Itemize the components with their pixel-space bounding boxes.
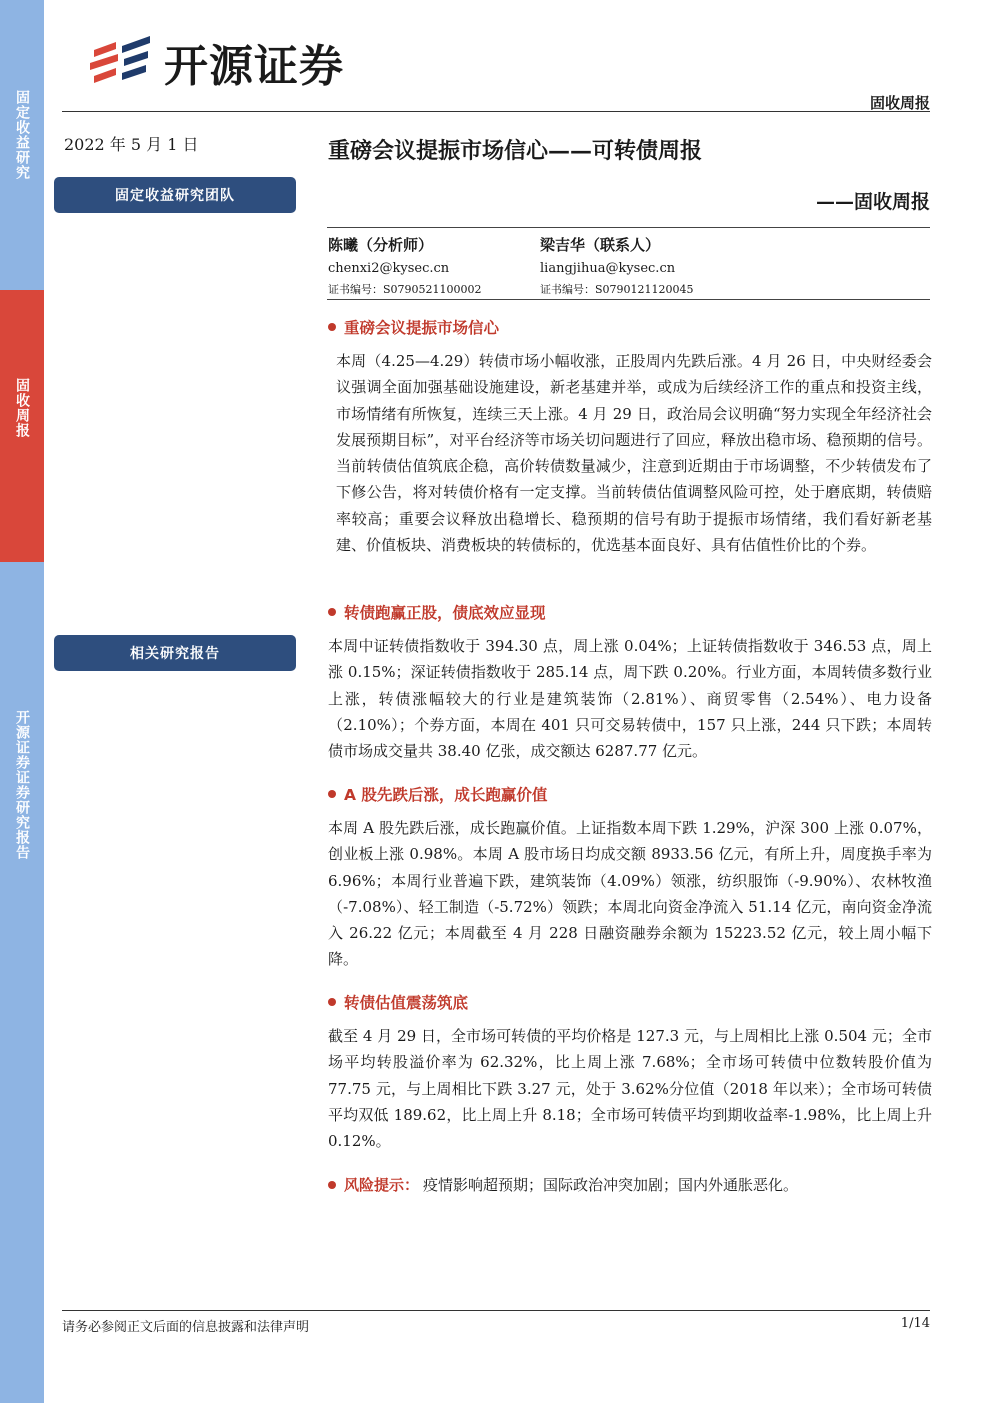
author-divider-top bbox=[327, 227, 930, 228]
footer-divider bbox=[62, 1310, 930, 1311]
author-email[interactable]: chenxi2@kysec.cn bbox=[328, 261, 450, 276]
bullet-icon bbox=[328, 323, 336, 331]
section-heading-text: 重磅会议提振市场信心 bbox=[344, 319, 500, 337]
brand-logo bbox=[86, 30, 344, 94]
author-name: 梁吉华（联系人） bbox=[540, 236, 661, 254]
brand-name: 开源证券 bbox=[164, 41, 344, 92]
section-heading bbox=[328, 316, 932, 338]
report-type-tag: 固收周报 bbox=[869, 94, 930, 112]
section-body: 截至 4 月 29 日，全市场可转债的平均价格是 127.3 元，与上周相比上涨 0.504 元；全市场平均转股溢价率为 62.32%，比上周上涨 7.68%；全市场可转债中位数转股价值为 77.75 元，与上周相比下跌 3.27 元，处于 3.62%分位值（2018 年以来）；全市场可转债平均双低 189.62，比上周上升 8.18；全市场可转债平均到期收益率-1.98%，比上周上升 0.12%。 bbox=[328, 1027, 932, 1151]
side-band-label: 开源证券证券研究报告 bbox=[14, 710, 30, 860]
author-block bbox=[540, 234, 694, 297]
author-name: 陈曦（分析师） bbox=[328, 236, 434, 254]
author-cert: 证书编号：S0790521100002 bbox=[328, 283, 482, 296]
author-divider-bottom bbox=[327, 299, 930, 300]
section-heading bbox=[328, 601, 932, 623]
risk-label: 风险提示： bbox=[344, 1176, 420, 1194]
section-heading bbox=[328, 991, 932, 1013]
report-date: 2022 年 5 月 1 日 bbox=[64, 135, 199, 154]
side-band bbox=[0, 0, 44, 1403]
author-cert: 证书编号：S0790121120045 bbox=[540, 283, 694, 296]
brand-mark-icon bbox=[86, 32, 156, 92]
bullet-icon bbox=[328, 608, 336, 616]
author-email[interactable]: liangjihua@kysec.cn bbox=[540, 261, 676, 276]
bullet-icon bbox=[328, 1181, 336, 1189]
bullet-icon bbox=[328, 998, 336, 1006]
header-divider bbox=[62, 111, 930, 112]
section-body: 本周 A 股先跌后涨，成长跑赢价值。上证指数本周下跌 1.29%，沪深 300 上涨 0.07%，创业板上涨 0.98%。本周 A 股市场日均成交额 8933.56 亿元，有所上升，周度换手率为 6.96%；本周行业普遍下跌，建筑装饰（4.09%）领涨，纺织服饰（-9.90%）、农林牧渔（-7.08%）、轻工制造（-5.72%）领跌；本周北向资金净流入 51.14 亿元，南向资金净流入 26.22 亿元；本周截至 4 月 228 日融资融券余额为 15223.52 亿元，较上周小幅下降。 bbox=[328, 819, 932, 969]
risk-text: 疫情影响超预期；国际政治冲突加剧；国内外通胀恶化。 bbox=[423, 1176, 799, 1194]
report-title: 重磅会议提振市场信心——可转债周报 bbox=[328, 138, 703, 164]
section-body: 本周（4.25—4.29）转债市场小幅收涨，正股周内先跌后涨。4 月 26 日，中央财经委会议强调全面加强基础设施建设，新老基建并举，或成为后续经济工作的重点和投资主线，市场情绪有所恢复，连续三天上涨。4 月 29 日，政治局会议明确“努力实现全年经济社会发展预期目标”，对平台经济等市场关切问题进行了回应，释放出稳市场、稳预期的信号。当前转债估值筑底企稳，高价转债数量减少，注意到近期由于市场调整，不少转债发布了下修公告，将对转债价格有一定支撑。当前转债估值调整风险可控，处于磨底期，转债赔率较高；重要会议释放出稳增长、稳预期的信号有助于提振市场情绪，我们看好新老基建、价值板块、消费板块的转债标的，优选基本面良好、具有估值性价比的个券。 bbox=[336, 352, 932, 555]
risk-warning bbox=[328, 1174, 932, 1195]
side-band-fixed-income bbox=[0, 0, 44, 290]
page-number: 1/14 bbox=[900, 1316, 930, 1331]
side-band-weekly bbox=[0, 290, 44, 562]
side-band-report bbox=[0, 562, 44, 1403]
bullet-icon bbox=[328, 790, 336, 798]
report-subtitle: ——固收周报 bbox=[815, 191, 930, 213]
team-banner: 固定收益研究团队 bbox=[54, 177, 296, 213]
side-band-label: 固收周报 bbox=[14, 378, 30, 438]
section-market-confidence bbox=[328, 316, 932, 558]
section-heading-text: A 股先跌后涨，成长跑赢价值 bbox=[344, 786, 548, 804]
section-heading-text: 转债跑赢正股，债底效应显现 bbox=[344, 604, 546, 622]
footer-disclaimer: 请务必参阅正文后面的信息披露和法律声明 bbox=[62, 1320, 310, 1335]
section-valuation bbox=[328, 991, 932, 1154]
side-band-label: 固定收益研究 bbox=[14, 90, 30, 180]
section-heading-text: 转债估值震荡筑底 bbox=[344, 994, 469, 1012]
section-body: 本周中证转债指数收于 394.30 点，周上涨 0.04%；上证转债指数收于 346.53 点，周上涨 0.15%；深证转债指数收于 285.14 点，周下跌 0.20%。行业方面，本周转债多数行业上涨，转债涨幅较大的行业是建筑装饰（2.81%）、商贸零售（2.54%）、电力设备（2.10%）；个券方面，本周在 401 只可交易转债中，157 只上涨，244 只下跌；本周转债市场成交量共 38.40 亿张，成交额达 6287.77 亿元。 bbox=[328, 637, 932, 761]
section-heading bbox=[328, 783, 932, 805]
section-a-share bbox=[328, 783, 932, 973]
related-reports-banner: 相关研究报告 bbox=[54, 635, 296, 671]
author-block bbox=[328, 234, 482, 297]
section-cb-outperform bbox=[328, 601, 932, 764]
